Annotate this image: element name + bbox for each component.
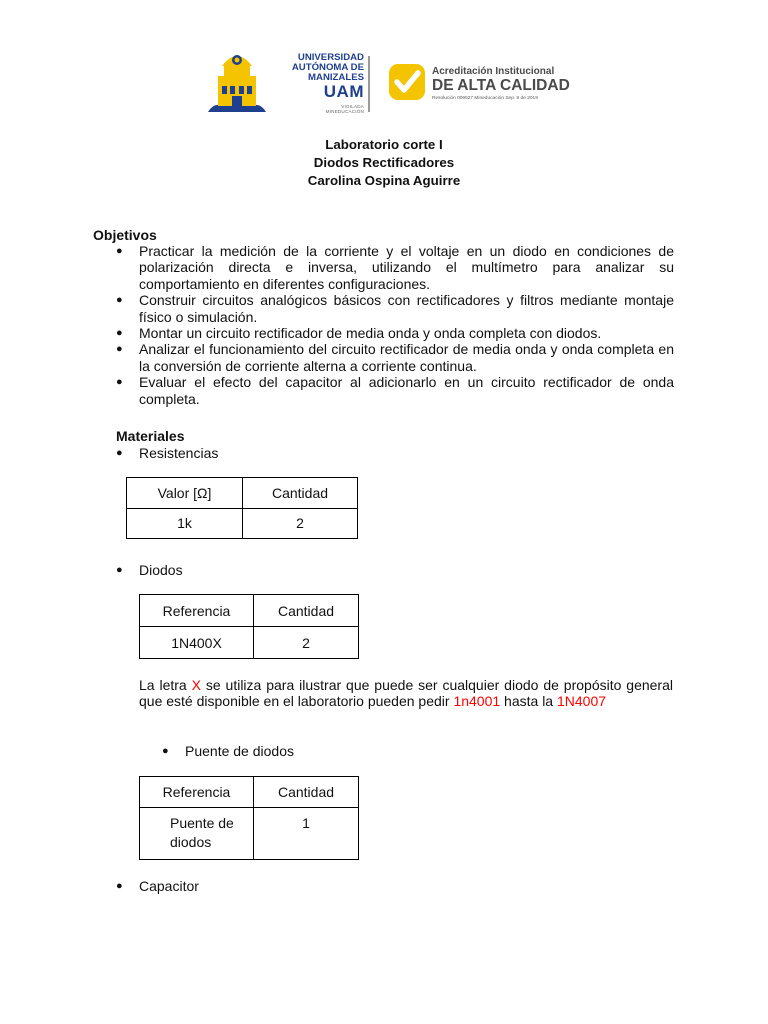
bullet-icon: ● [162, 745, 169, 757]
materials-heading: Materiales [116, 428, 185, 444]
table-header-row [140, 777, 359, 808]
table-cell: 1N400X [140, 627, 254, 659]
table-header-cell: Referencia [140, 777, 254, 808]
table-header-cell: Cantidad [254, 777, 359, 808]
table-row [140, 808, 359, 860]
resistors-table [126, 477, 358, 539]
table-header-cell: Cantidad [243, 478, 358, 509]
logo-divider [368, 56, 370, 112]
list-item: ● Evaluar el efecto del capacitor al adicionarlo en un circuito rectificador de onda completa. [116, 374, 674, 407]
objectives-list [116, 243, 674, 407]
university-tagline: VIGILADA MINEDUCACIÓN [325, 104, 364, 114]
table-header-cell: Referencia [140, 595, 254, 627]
table-header-row [127, 478, 358, 509]
diode-note: La letra X se utiliza para ilustrar que puede ser cualquier diodo de propósito general que esté disponible en el laboratorio pueden pedir 1n4001 hasta la 1N4007 [139, 677, 673, 710]
university-name: UNIVERSIDAD AUTÓNOMA DE MANIZALES [291, 52, 364, 84]
bridge-table [139, 776, 359, 860]
diodes-table [139, 594, 359, 659]
list-item: ● Practicar la medición de la corriente y el voltaje en un diodo en condiciones de polarización directa e inversa, utilizando el multímetro para analizar su comportamiento en diferentes configuraciones. [116, 243, 674, 292]
list-item: ● Construir circuitos analógicos básicos con rectificadores y filtros mediante montaje físico o simulación. [116, 292, 674, 325]
list-item: ● Montar un circuito rectificador de media onda y onda completa con diodos. [116, 325, 602, 342]
table-cell: 1k [127, 508, 243, 539]
bullet-icon: ● [116, 880, 123, 892]
bullet-icon: ● [116, 447, 123, 459]
document-author: Carolina Ospina Aguirre [307, 173, 461, 188]
table-cell: 1 [254, 808, 359, 860]
table-row [140, 627, 359, 659]
highlight-x: X [191, 677, 201, 693]
bullet-icon: ● [116, 376, 123, 389]
header-logos [178, 43, 592, 117]
bridge-label: ● Puente de diodos [162, 743, 294, 759]
accreditation-resolution: Resolución 009527 Mineducación Sep. 8 de 2019 [432, 96, 538, 101]
table-header-cell: Cantidad [254, 595, 359, 627]
university-abbreviation: UAM [323, 82, 364, 101]
table-header-row [140, 595, 359, 627]
bullet-icon: ● [116, 343, 123, 356]
capacitor-label: ● Capacitor [116, 878, 199, 894]
highlight-ref-1n4007: 1N4007 [557, 693, 607, 710]
document-title: Laboratorio corte I [325, 137, 443, 152]
uam-crest-icon [206, 46, 268, 114]
accreditation-quality: DE ALTA CALIDAD [432, 77, 570, 94]
accreditation-check-icon [388, 63, 426, 101]
accreditation-title: Acreditación Institucional [432, 66, 555, 77]
bullet-icon: ● [116, 564, 123, 576]
table-cell: 2 [243, 508, 358, 539]
table-header-cell: Valor [Ω] [127, 478, 243, 509]
resistors-label: ● Resistencias [116, 445, 219, 461]
bullet-icon: ● [116, 294, 123, 307]
list-item: ● Analizar el funcionamiento del circuito rectificador de media onda y onda completa en la conversión de corriente alterna a corriente continua. [116, 341, 674, 374]
table-row [127, 508, 358, 539]
diodes-label: ● Diodos [116, 562, 183, 578]
document-subtitle: Diodos Rectificadores [313, 155, 455, 170]
highlight-ref-1n4001: 1n4001 [453, 693, 501, 710]
table-cell: 2 [254, 627, 359, 659]
bullet-icon: ● [116, 327, 123, 340]
table-cell: Puente de diodos [140, 808, 254, 860]
objectives-heading: Objetivos [93, 227, 157, 243]
bullet-icon: ● [116, 245, 123, 257]
